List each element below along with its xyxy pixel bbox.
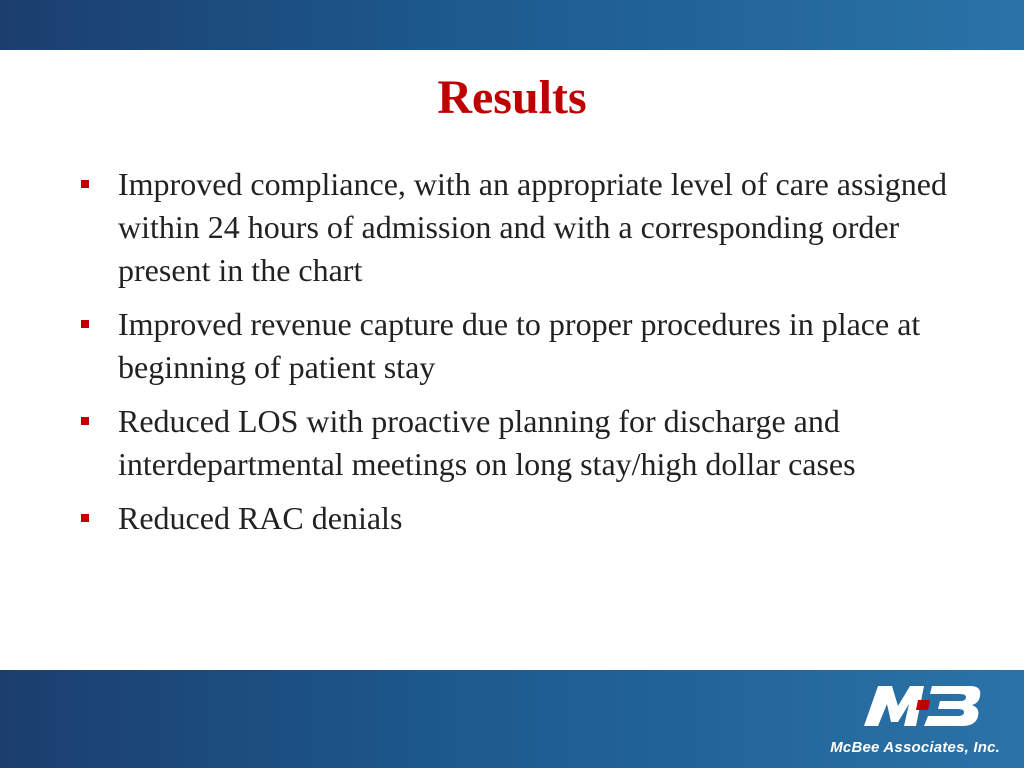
footer-bar (0, 670, 1024, 768)
bullet-text: Improved compliance, with an appropriate level of care assigned within 24 hours of admission and with a corresponding order present in the chart (118, 166, 947, 288)
bullet-marker-icon (81, 417, 89, 425)
bullet-item (76, 163, 966, 292)
header-bar (0, 0, 1024, 50)
bullet-list (76, 163, 966, 551)
company-name: McBee Associates, Inc. (830, 739, 1000, 756)
slide-title: Results (437, 71, 587, 124)
bullet-text: Reduced LOS with proactive planning for discharge and interdepartmental meetings on long stay/high dollar cases (118, 403, 856, 482)
bullet-text: Improved revenue capture due to proper procedures in place at beginning of patient stay (118, 306, 921, 385)
bullet-marker-icon (81, 180, 89, 188)
bullet-item (76, 497, 966, 540)
bullet-marker-icon (81, 514, 89, 522)
mcbee-logo-icon (858, 680, 988, 730)
bullet-text: Reduced RAC denials (118, 500, 403, 536)
bullet-marker-icon (81, 320, 89, 328)
company-logo (830, 680, 1000, 756)
bullet-item (76, 303, 966, 389)
bullet-item (76, 400, 966, 486)
